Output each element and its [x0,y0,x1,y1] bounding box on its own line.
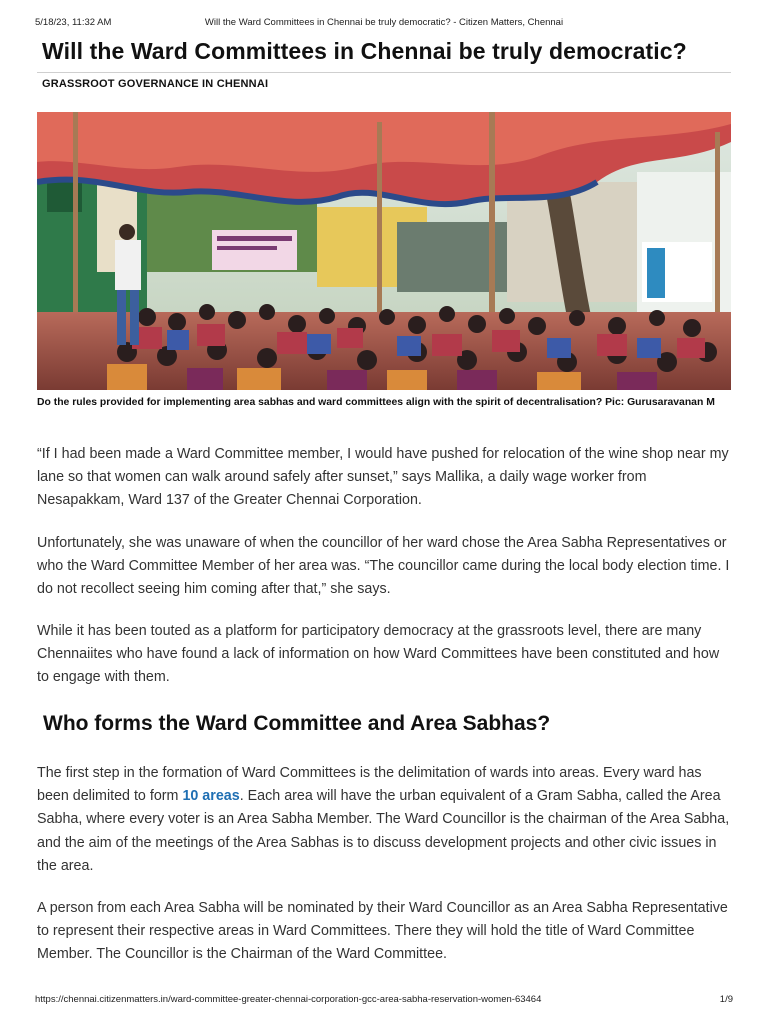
print-datetime: 5/18/23, 11:32 AM [35,17,112,28]
article-paragraph-1: “If I had been made a Ward Committee member, I would have pushed for relocation of the wine shop near my lane so that women can walk around safely after sunset,” says Mallika, a daily wage worker from Nesapakkam, Ward 137 of the Greater Chennai Corporation. [37,446,729,509]
article-paragraph-3: While it has been touted as a platform for participatory democracy at the grassroots level, there are many Chennaiites who have found a lack of information on how Ward Committees have been constituted and how to engage with them. [37,623,720,686]
section-heading: Who forms the Ward Committee and Area Sabhas? [43,712,551,735]
article-title: Will the Ward Committees in Chennai be truly democratic? [42,38,687,64]
photo-caption: Do the rules provided for implementing area sabhas and ward committees align with the spirit of decentralisation? Pic: Gurusaravanan M [37,397,715,408]
print-document-title: Will the Ward Committees in Chennai be truly democratic? - Citizen Matters, Chennai [204,17,564,28]
print-footer [35,994,733,1006]
page-indicator: 1/9 [719,994,733,1005]
article-category: GRASSROOT GOVERNANCE IN CHENNAI [42,78,269,90]
article-photo [37,112,731,390]
print-header [35,17,733,29]
article-paragraph-2: Unfortunately, she was unaware of when the councillor of her ward chose the Area Sabha Representatives or who the Ward Committee Member of her area was. “The councillor came during the local body election time. I do not recollect seeing him coming after that,” she says. [37,535,730,598]
print-url: https://chennai.citizenmatters.in/ward-committee-greater-chennai-corporation-gcc-area-sabha-reservation-women-63464 [35,994,542,1005]
title-divider [37,72,731,73]
article-paragraph-5: A person from each Area Sabha will be nominated by their Ward Councillor as an Area Sabha Representative to represent their respective areas in Ward Committees. There they will hold the title of Ward Committee Member. The Councillor is the Chairman of the Ward Committee. [37,900,728,963]
article-paragraph-4 [37,762,731,878]
ten-areas-link[interactable]: 10 areas [182,788,240,805]
paragraph-4-text-start: The first step in the formation of Ward Committees is the delimitation of wards into areas. Every ward has been delimited to form [37,765,702,805]
paragraph-4-text-end: . Each area will have the urban equivalent of a Gram Sabha, called the Area Sabha, where every voter is an Area Sabha Member. The Ward Councillor is the chairman of the Area Sabha, and the aim of the meetings of the Area Sabhas is to discuss development projects and other civic issues in the area. [37,788,730,874]
